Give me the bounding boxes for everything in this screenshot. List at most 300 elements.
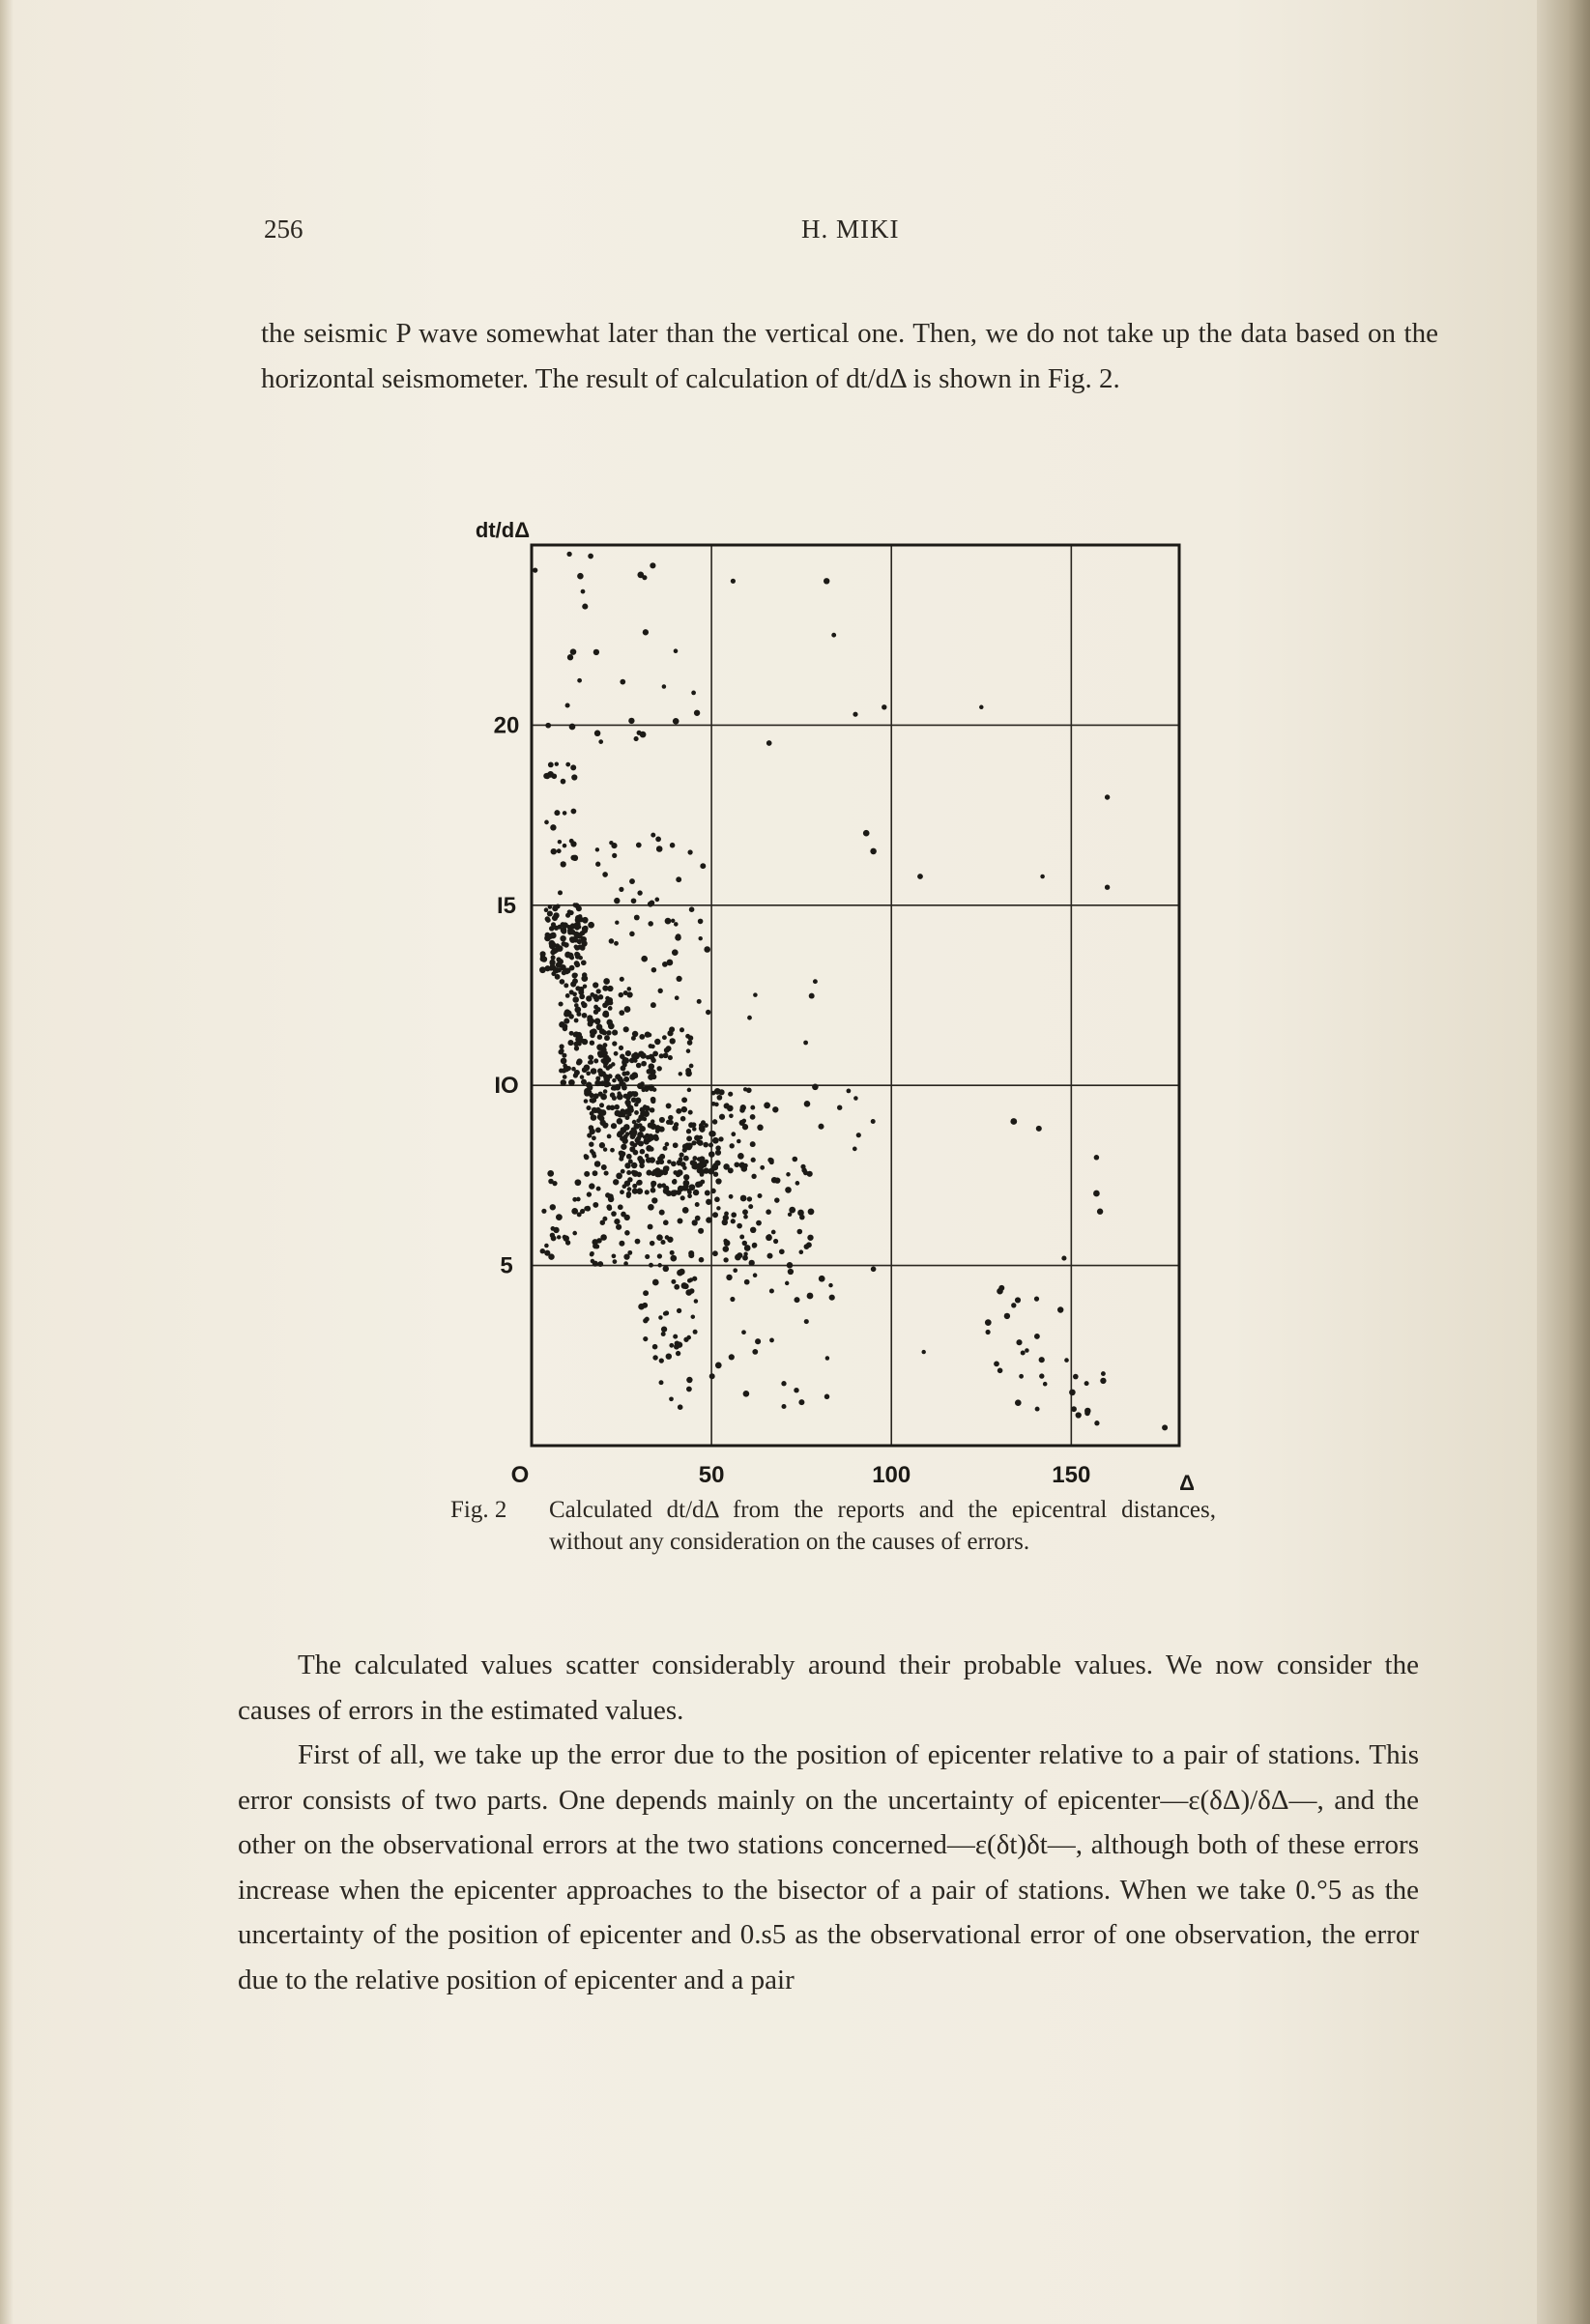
- data-point: [672, 949, 679, 956]
- data-point: [593, 1093, 599, 1099]
- data-point: [1094, 1420, 1099, 1425]
- data-point: [665, 1142, 670, 1147]
- data-point: [693, 1330, 698, 1334]
- data-point: [751, 1158, 756, 1162]
- data-point: [743, 1391, 750, 1397]
- data-point: [686, 1048, 691, 1053]
- data-point: [705, 1191, 710, 1196]
- data-point: [673, 1334, 678, 1339]
- data-point: [587, 1191, 592, 1196]
- data-point: [556, 961, 563, 968]
- data-point: [686, 1387, 692, 1392]
- data-point: [646, 1157, 651, 1162]
- data-point: [541, 1209, 546, 1214]
- data-point: [1015, 1399, 1022, 1406]
- data-point: [611, 1123, 617, 1129]
- data-point: [1057, 1306, 1063, 1312]
- data-point: [544, 907, 549, 912]
- data-point: [562, 1068, 566, 1073]
- data-point: [590, 1251, 594, 1256]
- data-point: [686, 1377, 692, 1383]
- data-point: [824, 1394, 829, 1399]
- data-point: [584, 1154, 589, 1159]
- data-point: [650, 1184, 654, 1188]
- data-point: [572, 903, 577, 907]
- data-point: [576, 1060, 582, 1066]
- data-point: [733, 1268, 737, 1273]
- data-point: [596, 989, 601, 993]
- data-point: [717, 1095, 723, 1101]
- data-point: [882, 704, 886, 709]
- data-point: [742, 1255, 748, 1261]
- data-point: [661, 1332, 666, 1336]
- data-point: [652, 1169, 658, 1175]
- data-point: [673, 1170, 678, 1175]
- data-point: [596, 1187, 601, 1191]
- data-point: [650, 1002, 656, 1008]
- data-point: [579, 993, 585, 999]
- data-point: [646, 1145, 652, 1152]
- data-point: [649, 1087, 653, 1092]
- data-point: [674, 922, 679, 927]
- data-point: [1015, 1297, 1021, 1303]
- data-point: [624, 1100, 630, 1105]
- data-point: [1162, 1424, 1168, 1430]
- data-point: [611, 1062, 615, 1066]
- data-point: [562, 941, 566, 946]
- data-point: [643, 1336, 648, 1341]
- data-point: [678, 1404, 683, 1410]
- data-point: [593, 1244, 598, 1249]
- data-point: [1105, 885, 1110, 890]
- data-point: [689, 1288, 695, 1294]
- data-point: [627, 1105, 633, 1110]
- data-point: [572, 973, 578, 979]
- data-point: [602, 872, 608, 877]
- data-point: [710, 1189, 716, 1194]
- data-point: [680, 1116, 686, 1122]
- data-point: [612, 1253, 617, 1258]
- data-point: [666, 1046, 672, 1051]
- data-point: [648, 921, 653, 927]
- data-point: [568, 1014, 574, 1019]
- data-point: [624, 1162, 630, 1168]
- data-point: [560, 979, 565, 985]
- y-axis-label: dt/dΔ: [475, 518, 531, 542]
- data-point: [749, 1260, 755, 1266]
- data-point: [656, 1234, 663, 1241]
- data-point: [871, 1267, 877, 1273]
- data-point: [575, 986, 580, 990]
- data-point: [673, 1142, 679, 1148]
- data-point: [731, 1212, 737, 1218]
- data-point: [785, 1281, 789, 1285]
- data-point: [656, 1126, 662, 1132]
- data-point: [774, 1197, 779, 1202]
- data-point: [686, 1129, 691, 1133]
- data-point: [564, 952, 571, 959]
- data-point: [589, 1142, 593, 1147]
- data-point: [550, 950, 556, 956]
- data-point: [804, 1319, 809, 1324]
- data-point: [922, 1350, 926, 1354]
- data-point: [703, 1142, 708, 1148]
- data-point: [548, 1179, 554, 1185]
- data-point: [581, 1079, 587, 1085]
- data-point: [997, 1368, 1003, 1374]
- data-point: [670, 1250, 675, 1255]
- chart-points: [533, 552, 1168, 1431]
- data-point: [598, 739, 603, 744]
- data-point: [681, 1106, 687, 1112]
- data-point: [610, 1092, 616, 1098]
- data-point: [589, 1055, 593, 1060]
- data-point: [723, 1239, 728, 1244]
- data-point: [743, 1215, 748, 1219]
- data-point: [808, 1209, 815, 1216]
- data-point: [606, 1057, 612, 1063]
- data-point: [664, 1310, 669, 1315]
- data-point: [652, 1344, 658, 1350]
- data-point: [813, 979, 818, 984]
- data-point: [650, 562, 655, 568]
- data-point: [716, 1206, 720, 1210]
- data-point: [645, 1317, 650, 1322]
- data-point: [676, 1108, 681, 1114]
- data-point: [689, 906, 695, 912]
- data-point: [648, 1204, 654, 1211]
- data-point: [651, 1197, 657, 1203]
- data-point: [611, 1086, 616, 1091]
- data-point: [604, 1171, 609, 1176]
- data-point: [603, 978, 610, 985]
- data-point: [595, 1162, 599, 1165]
- data-point: [837, 1105, 842, 1110]
- data-point: [617, 1094, 623, 1101]
- data-point: [624, 1215, 630, 1220]
- data-point: [698, 1135, 703, 1140]
- data-point: [565, 703, 570, 707]
- data-point: [997, 1288, 1003, 1295]
- data-point: [551, 971, 556, 976]
- data-point: [863, 830, 870, 837]
- data-point: [591, 1068, 597, 1075]
- data-point: [739, 1235, 744, 1240]
- data-point: [1094, 1155, 1100, 1161]
- data-point: [614, 1105, 620, 1110]
- data-point: [797, 1229, 803, 1235]
- data-point: [606, 1204, 612, 1210]
- data-point: [541, 956, 547, 961]
- data-point: [616, 1173, 622, 1180]
- data-point: [1073, 1374, 1079, 1380]
- data-point: [548, 904, 552, 908]
- data-point: [853, 1096, 858, 1101]
- running-title: H. MIKI: [801, 215, 900, 244]
- data-point: [619, 1157, 623, 1162]
- data-point: [650, 1099, 655, 1104]
- data-point: [698, 1228, 704, 1234]
- data-point: [682, 1207, 689, 1214]
- data-point: [582, 604, 588, 610]
- data-point: [772, 1106, 778, 1112]
- data-point: [671, 919, 675, 923]
- data-point: [657, 1263, 662, 1268]
- data-point: [734, 1162, 739, 1167]
- data-point: [603, 1076, 610, 1083]
- data-point: [560, 935, 565, 941]
- data-point: [797, 1210, 804, 1217]
- data-point: [590, 1111, 594, 1116]
- data-point: [557, 945, 564, 952]
- data-point: [614, 1219, 620, 1224]
- data-point: [648, 1133, 653, 1139]
- data-point: [586, 1105, 591, 1110]
- data-point: [788, 1213, 792, 1217]
- data-point: [544, 1244, 549, 1248]
- data-point: [735, 1254, 741, 1261]
- data-point: [563, 1064, 567, 1069]
- data-point: [569, 990, 574, 994]
- data-point: [615, 921, 619, 925]
- data-point: [729, 1354, 735, 1360]
- data-point: [653, 1135, 659, 1141]
- data-point: [633, 1052, 638, 1057]
- figure-2: [454, 495, 1228, 1500]
- data-point: [619, 1241, 624, 1247]
- data-point: [691, 691, 696, 696]
- data-point: [804, 1101, 811, 1107]
- data-point: [621, 1169, 625, 1174]
- data-point: [545, 723, 551, 729]
- data-point: [737, 1153, 744, 1160]
- data-point: [774, 1177, 780, 1183]
- data-point: [696, 1139, 701, 1144]
- paragraph-text: the seismic P wave somewhat later than the vertical one. Then, we do not take up the data based on the horizontal seismometer. The result of calculation of dt/dΔ is shown in Fig. 2.: [261, 318, 1438, 394]
- data-point: [631, 1162, 637, 1168]
- data-point: [695, 1202, 700, 1207]
- data-point: [803, 1041, 808, 1046]
- data-point: [634, 915, 640, 921]
- data-point: [641, 956, 648, 962]
- data-point: [917, 874, 923, 879]
- data-point: [662, 1146, 667, 1151]
- data-point: [557, 848, 562, 853]
- data-point: [708, 1143, 713, 1148]
- scatter-chart: [454, 495, 1228, 1500]
- data-point: [742, 1241, 747, 1246]
- data-point: [592, 1135, 596, 1140]
- data-point: [744, 1245, 751, 1251]
- data-point: [856, 1133, 861, 1137]
- data-point: [727, 1105, 734, 1112]
- data-point: [590, 1149, 594, 1154]
- data-point: [563, 1075, 567, 1079]
- data-point: [599, 1116, 605, 1122]
- data-point: [567, 654, 573, 660]
- data-point: [779, 1248, 785, 1254]
- data-point: [563, 844, 567, 848]
- data-point: [674, 1122, 679, 1127]
- data-point: [1105, 794, 1110, 799]
- data-point: [1010, 1118, 1017, 1125]
- data-point: [551, 1226, 556, 1231]
- data-point: [621, 1108, 625, 1113]
- data-point: [645, 1190, 650, 1194]
- data-point: [568, 1079, 575, 1086]
- data-point: [687, 1189, 692, 1193]
- data-point: [619, 1046, 623, 1050]
- data-point: [731, 1132, 736, 1136]
- data-point: [986, 1330, 991, 1334]
- data-point: [634, 1103, 639, 1107]
- data-point: [673, 718, 679, 725]
- y-tick-label: IO: [494, 1073, 519, 1100]
- data-point: [773, 1239, 778, 1244]
- data-point: [604, 1083, 609, 1088]
- data-point: [643, 629, 649, 635]
- data-point: [712, 1162, 718, 1168]
- data-point: [584, 1065, 591, 1072]
- data-point: [597, 1034, 602, 1039]
- data-point: [771, 1230, 776, 1235]
- data-point: [688, 1250, 694, 1256]
- data-point: [698, 1164, 704, 1170]
- data-point: [567, 909, 572, 914]
- data-point: [769, 1337, 774, 1342]
- data-point: [565, 993, 570, 998]
- data-point: [667, 960, 674, 966]
- data-point: [633, 1074, 638, 1078]
- data-point: [582, 928, 588, 933]
- data-point: [558, 890, 563, 895]
- data-point: [694, 1299, 699, 1304]
- data-point: [572, 1231, 577, 1236]
- data-point: [587, 1015, 593, 1020]
- data-point: [625, 1132, 630, 1136]
- data-point: [766, 740, 772, 746]
- data-point: [728, 1092, 733, 1097]
- data-point: [613, 1179, 619, 1185]
- data-point: [545, 932, 551, 938]
- data-point: [719, 1089, 725, 1095]
- data-point: [608, 1023, 615, 1030]
- data-point: [611, 1211, 617, 1217]
- data-point: [706, 1010, 710, 1015]
- data-point: [649, 1263, 653, 1268]
- data-point: [658, 989, 663, 993]
- data-point: [628, 718, 634, 724]
- data-point: [626, 1154, 632, 1160]
- data-point: [550, 1204, 556, 1210]
- data-point: [788, 1269, 794, 1275]
- data-point: [638, 1114, 645, 1121]
- data-point: [593, 1202, 598, 1208]
- data-point: [588, 554, 593, 559]
- data-point: [682, 1143, 688, 1149]
- data-point: [669, 1396, 674, 1401]
- data-point: [570, 841, 576, 846]
- data-point: [668, 1055, 673, 1060]
- data-point: [659, 1117, 665, 1123]
- data-point: [670, 1255, 677, 1262]
- data-point: [558, 840, 562, 844]
- data-point: [676, 1190, 681, 1195]
- data-point: [704, 946, 710, 953]
- data-point: [603, 1089, 608, 1094]
- data-point: [669, 1026, 675, 1032]
- data-point: [602, 986, 608, 991]
- data-point: [1019, 1374, 1024, 1379]
- data-point: [590, 992, 594, 997]
- data-point: [593, 1170, 598, 1176]
- data-point: [1069, 1390, 1076, 1396]
- data-point: [677, 1308, 681, 1313]
- data-point: [590, 1040, 594, 1045]
- data-point: [1035, 1407, 1040, 1412]
- data-point: [740, 1195, 747, 1202]
- data-point: [1040, 875, 1045, 879]
- data-point: [708, 1131, 714, 1136]
- data-point: [632, 1091, 638, 1097]
- data-point: [639, 1034, 645, 1040]
- data-point: [1076, 1412, 1082, 1418]
- data-point: [595, 1127, 601, 1133]
- x-tick-label: 150: [1052, 1462, 1091, 1488]
- data-point: [572, 855, 578, 861]
- data-point: [578, 956, 583, 961]
- data-point: [620, 977, 624, 982]
- data-point: [726, 1275, 732, 1280]
- data-point: [737, 1223, 742, 1229]
- data-point: [750, 1105, 755, 1110]
- data-point: [654, 1039, 660, 1045]
- data-point: [561, 1079, 566, 1085]
- data-point: [712, 1137, 719, 1144]
- y-tick-label: I5: [496, 892, 517, 919]
- data-point: [626, 991, 632, 997]
- data-point: [1004, 1313, 1010, 1319]
- data-point: [576, 905, 582, 911]
- data-point: [753, 992, 758, 997]
- data-point: [697, 1157, 702, 1162]
- page-gutter-shadow: [0, 0, 14, 2324]
- data-point: [669, 1343, 674, 1348]
- data-point: [572, 996, 579, 1003]
- data-point: [1036, 1126, 1042, 1132]
- data-point: [708, 1151, 715, 1158]
- data-point: [563, 922, 568, 928]
- data-point: [641, 1126, 646, 1131]
- data-point: [853, 1147, 857, 1152]
- caption-text: Calculated dt/dΔ from the reports and the epicentral distances, without any consideration on the causes of errors.: [549, 1497, 1216, 1555]
- data-point: [715, 1145, 721, 1151]
- data-point: [557, 1235, 561, 1239]
- data-point: [627, 1250, 632, 1255]
- data-point: [757, 1125, 763, 1131]
- data-point: [847, 1089, 852, 1094]
- data-point: [675, 934, 681, 941]
- data-point: [565, 762, 570, 767]
- data-point: [639, 1159, 646, 1165]
- data-point: [599, 1103, 604, 1107]
- data-point: [994, 1362, 999, 1367]
- data-point: [655, 837, 661, 843]
- data-point: [582, 1013, 588, 1019]
- data-point: [674, 648, 679, 653]
- x-tick-label: O: [510, 1462, 530, 1488]
- data-point: [698, 919, 704, 925]
